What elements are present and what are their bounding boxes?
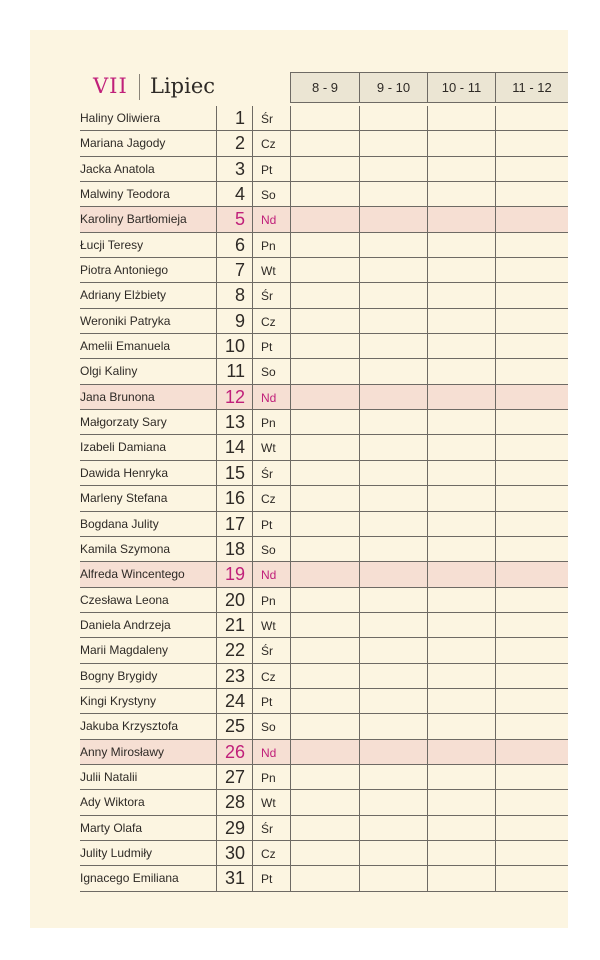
- day-number: 22: [216, 638, 252, 662]
- hour-slot-8-9[interactable]: [290, 182, 359, 206]
- day-row: [80, 182, 568, 207]
- hour-slot-8-9[interactable]: [290, 790, 359, 814]
- hour-slot-11-12[interactable]: [495, 233, 568, 257]
- hour-slot-9-10[interactable]: [359, 283, 427, 307]
- hour-slot-11-12[interactable]: [495, 638, 568, 662]
- hour-slot-10-11[interactable]: [427, 486, 495, 510]
- day-row: [80, 207, 568, 232]
- day-number: 26: [216, 740, 252, 764]
- hour-slot-10-11[interactable]: [427, 359, 495, 383]
- day-row: [80, 334, 568, 359]
- hour-slot-8-9[interactable]: [290, 410, 359, 434]
- day-row: [80, 359, 568, 384]
- weekday-abbrev: Śr: [252, 106, 290, 130]
- nameday-names: Daniela Andrzeja: [80, 617, 171, 632]
- hour-slot-9-10[interactable]: [359, 309, 427, 333]
- hour-slot-11-12[interactable]: [495, 486, 568, 510]
- day-number: 20: [216, 588, 252, 612]
- hour-slot-10-11[interactable]: [427, 131, 495, 155]
- nameday-names: Marty Olafa: [80, 820, 143, 835]
- day-row: [80, 613, 568, 638]
- hour-slot-11-12[interactable]: [495, 866, 568, 890]
- nameday-names: Jakuba Krzysztofa: [80, 719, 179, 734]
- day-row: [80, 562, 568, 587]
- day-number: 17: [216, 512, 252, 536]
- hour-slot-10-11[interactable]: [427, 334, 495, 358]
- weekday-abbrev: Nd: [252, 562, 290, 586]
- hour-slot-10-11[interactable]: [427, 512, 495, 536]
- weekday-abbrev: So: [252, 714, 290, 738]
- day-number: 3: [216, 157, 252, 181]
- weekday-abbrev: Śr: [252, 283, 290, 307]
- day-row: [80, 131, 568, 156]
- day-number: 18: [216, 537, 252, 561]
- hour-slot-11-12[interactable]: [495, 309, 568, 333]
- hour-slot-8-9[interactable]: [290, 233, 359, 257]
- hour-slot-11-12[interactable]: [495, 512, 568, 536]
- hour-slot-10-11[interactable]: [427, 765, 495, 789]
- day-row: [80, 689, 568, 714]
- hour-slot-9-10[interactable]: [359, 638, 427, 662]
- nameday-names: Mariana Jagody: [80, 136, 166, 151]
- hour-label: 10 - 11: [428, 73, 496, 103]
- weekday-abbrev: Nd: [252, 385, 290, 409]
- hour-slot-11-12[interactable]: [495, 790, 568, 814]
- nameday-names: Jana Brunona: [80, 389, 155, 404]
- day-number: 4: [216, 182, 252, 206]
- day-number: 31: [216, 866, 252, 890]
- weekday-abbrev: So: [252, 182, 290, 206]
- hour-slot-11-12[interactable]: [495, 562, 568, 586]
- hour-slot-11-12[interactable]: [495, 359, 568, 383]
- weekday-abbrev: Pt: [252, 689, 290, 713]
- hour-slot-11-12[interactable]: [495, 157, 568, 181]
- hour-slot-10-11[interactable]: [427, 562, 495, 586]
- hour-slot-8-9[interactable]: [290, 385, 359, 409]
- hour-slot-8-9[interactable]: [290, 613, 359, 637]
- hour-slot-11-12[interactable]: [495, 131, 568, 155]
- hour-slot-10-11[interactable]: [427, 740, 495, 764]
- day-number: 19: [216, 562, 252, 586]
- hour-slot-8-9[interactable]: [290, 866, 359, 890]
- hour-slot-9-10[interactable]: [359, 765, 427, 789]
- hour-slot-9-10[interactable]: [359, 233, 427, 257]
- weekday-abbrev: Pt: [252, 334, 290, 358]
- hour-slot-10-11[interactable]: [427, 664, 495, 688]
- day-row: [80, 816, 568, 841]
- calendar-grid: [80, 106, 568, 892]
- nameday-names: Ignacego Emiliana: [80, 871, 179, 886]
- day-row: [80, 233, 568, 258]
- hour-slot-8-9[interactable]: [290, 258, 359, 282]
- weekday-abbrev: Cz: [252, 309, 290, 333]
- day-row: [80, 157, 568, 182]
- weekday-abbrev: Wt: [252, 613, 290, 637]
- hour-slot-8-9[interactable]: [290, 512, 359, 536]
- hour-slot-11-12[interactable]: [495, 461, 568, 485]
- hour-slot-8-9[interactable]: [290, 537, 359, 561]
- hour-slot-9-10[interactable]: [359, 334, 427, 358]
- day-number: 6: [216, 233, 252, 257]
- nameday-names: Julii Natalii: [80, 769, 138, 784]
- hour-slot-10-11[interactable]: [427, 790, 495, 814]
- day-number: 29: [216, 816, 252, 840]
- hour-slot-10-11[interactable]: [427, 638, 495, 662]
- hour-slot-11-12[interactable]: [495, 664, 568, 688]
- month-roman-numeral: VII: [93, 74, 128, 98]
- weekday-abbrev: Cz: [252, 841, 290, 865]
- weekday-abbrev: So: [252, 359, 290, 383]
- day-number: 14: [216, 435, 252, 459]
- hour-slot-8-9[interactable]: [290, 562, 359, 586]
- hour-slot-8-9[interactable]: [290, 816, 359, 840]
- hour-slot-11-12[interactable]: [495, 410, 568, 434]
- hour-slot-10-11[interactable]: [427, 613, 495, 637]
- hour-slot-8-9[interactable]: [290, 765, 359, 789]
- hour-slot-8-9[interactable]: [290, 283, 359, 307]
- hour-slot-8-9[interactable]: [290, 689, 359, 713]
- hour-label: 8 - 9: [291, 73, 360, 103]
- weekday-abbrev: Pt: [252, 512, 290, 536]
- nameday-names: Piotra Antoniego: [80, 263, 169, 278]
- day-row: [80, 588, 568, 613]
- hour-slot-10-11[interactable]: [427, 714, 495, 738]
- weekday-abbrev: Cz: [252, 131, 290, 155]
- hour-slot-9-10[interactable]: [359, 816, 427, 840]
- hour-slot-10-11[interactable]: [427, 157, 495, 181]
- hour-slot-8-9[interactable]: [290, 334, 359, 358]
- weekday-abbrev: Śr: [252, 461, 290, 485]
- day-number: 1: [216, 106, 252, 130]
- hour-slot-9-10[interactable]: [359, 207, 427, 231]
- hour-slot-10-11[interactable]: [427, 816, 495, 840]
- weekday-abbrev: Cz: [252, 486, 290, 510]
- nameday-names: Amelii Emanuela: [80, 339, 171, 354]
- hour-slot-11-12[interactable]: [495, 258, 568, 282]
- weekday-abbrev: Pt: [252, 866, 290, 890]
- nameday-names: Bogny Brygidy: [80, 668, 158, 683]
- hour-slot-8-9[interactable]: [290, 714, 359, 738]
- day-number: 12: [216, 385, 252, 409]
- nameday-names: Marii Magdaleny: [80, 643, 169, 658]
- day-number: 30: [216, 841, 252, 865]
- nameday-names: Dawida Henryka: [80, 465, 169, 480]
- day-number: 16: [216, 486, 252, 510]
- nameday-names: Kamila Szymona: [80, 541, 171, 556]
- hour-slot-8-9[interactable]: [290, 461, 359, 485]
- hour-slot-8-9[interactable]: [290, 638, 359, 662]
- day-number: 25: [216, 714, 252, 738]
- hour-slot-11-12[interactable]: [495, 385, 568, 409]
- weekday-abbrev: Pn: [252, 765, 290, 789]
- hour-slot-10-11[interactable]: [427, 106, 495, 130]
- hour-slot-11-12[interactable]: [495, 740, 568, 764]
- hour-slot-11-12[interactable]: [495, 588, 568, 612]
- day-row: [80, 410, 568, 435]
- day-row: [80, 537, 568, 562]
- hour-slot-9-10[interactable]: [359, 537, 427, 561]
- day-number: 10: [216, 334, 252, 358]
- hour-slot-10-11[interactable]: [427, 207, 495, 231]
- hour-slot-9-10[interactable]: [359, 435, 427, 459]
- nameday-names: Łucji Teresy: [80, 237, 144, 252]
- hour-slot-8-9[interactable]: [290, 841, 359, 865]
- hour-slot-11-12[interactable]: [495, 106, 568, 130]
- nameday-names: Czesława Leona: [80, 592, 169, 607]
- day-number: 24: [216, 689, 252, 713]
- hour-slot-8-9[interactable]: [290, 207, 359, 231]
- day-row: [80, 309, 568, 334]
- weekday-abbrev: Wt: [252, 258, 290, 282]
- hour-slot-9-10[interactable]: [359, 664, 427, 688]
- hour-slot-11-12[interactable]: [495, 841, 568, 865]
- day-row: [80, 486, 568, 511]
- nameday-names: Jacka Anatola: [80, 161, 155, 176]
- nameday-names: Małgorzaty Sary: [80, 415, 167, 430]
- day-row: [80, 106, 568, 131]
- nameday-names: Kingi Krystyny: [80, 693, 157, 708]
- hour-slot-8-9[interactable]: [290, 588, 359, 612]
- hour-slot-8-9[interactable]: [290, 106, 359, 130]
- nameday-names: Adriany Elżbiety: [80, 288, 167, 303]
- day-number: 21: [216, 613, 252, 637]
- weekday-abbrev: So: [252, 537, 290, 561]
- day-row: [80, 790, 568, 815]
- day-row: [80, 664, 568, 689]
- day-number: 9: [216, 309, 252, 333]
- day-row: [80, 258, 568, 283]
- hour-slot-8-9[interactable]: [290, 664, 359, 688]
- hour-slot-9-10[interactable]: [359, 410, 427, 434]
- day-number: 7: [216, 258, 252, 282]
- hour-slot-9-10[interactable]: [359, 359, 427, 383]
- hour-slot-10-11[interactable]: [427, 461, 495, 485]
- hour-slot-10-11[interactable]: [427, 537, 495, 561]
- hour-slot-10-11[interactable]: [427, 182, 495, 206]
- hour-label: 9 - 10: [360, 73, 428, 103]
- nameday-names: Olgi Kaliny: [80, 364, 138, 379]
- day-number: 2: [216, 131, 252, 155]
- hour-slot-9-10[interactable]: [359, 106, 427, 130]
- hour-slot-9-10[interactable]: [359, 486, 427, 510]
- day-number: 11: [216, 359, 252, 383]
- hour-slot-8-9[interactable]: [290, 131, 359, 155]
- nameday-names: Weroniki Patryka: [80, 313, 171, 328]
- day-number: 8: [216, 283, 252, 307]
- month-header: [80, 72, 290, 103]
- hour-slot-8-9[interactable]: [290, 435, 359, 459]
- weekday-abbrev: Cz: [252, 664, 290, 688]
- day-row: [80, 765, 568, 790]
- hour-slot-11-12[interactable]: [495, 283, 568, 307]
- hour-slot-10-11[interactable]: [427, 866, 495, 890]
- hour-slot-9-10[interactable]: [359, 740, 427, 764]
- hour-slot-10-11[interactable]: [427, 258, 495, 282]
- day-row: [80, 435, 568, 460]
- weekday-abbrev: Pt: [252, 157, 290, 181]
- hour-slot-11-12[interactable]: [495, 765, 568, 789]
- nameday-names: Bogdana Julity: [80, 516, 159, 531]
- day-row: [80, 638, 568, 663]
- weekday-abbrev: Wt: [252, 435, 290, 459]
- hour-slot-11-12[interactable]: [495, 537, 568, 561]
- hour-slot-9-10[interactable]: [359, 385, 427, 409]
- day-row: [80, 714, 568, 739]
- hour-slot-10-11[interactable]: [427, 841, 495, 865]
- hour-slot-10-11[interactable]: [427, 435, 495, 459]
- day-row: [80, 841, 568, 866]
- hour-slot-8-9[interactable]: [290, 740, 359, 764]
- hour-slot-8-9[interactable]: [290, 157, 359, 181]
- weekday-abbrev: Nd: [252, 740, 290, 764]
- day-number: 23: [216, 664, 252, 688]
- hour-slot-10-11[interactable]: [427, 283, 495, 307]
- nameday-names: Julity Ludmiły: [80, 845, 153, 860]
- hour-slot-10-11[interactable]: [427, 410, 495, 434]
- hour-columns-header: [290, 72, 568, 103]
- weekday-abbrev: Śr: [252, 638, 290, 662]
- hour-slot-11-12[interactable]: [495, 613, 568, 637]
- hour-slot-11-12[interactable]: [495, 435, 568, 459]
- hour-slot-8-9[interactable]: [290, 359, 359, 383]
- hour-label: 11 - 12: [512, 80, 552, 95]
- hour-slot-11-12[interactable]: [495, 816, 568, 840]
- hour-slot-9-10[interactable]: [359, 613, 427, 637]
- weekday-abbrev: Pn: [252, 233, 290, 257]
- weekday-abbrev: Pn: [252, 588, 290, 612]
- day-row: [80, 866, 568, 891]
- nameday-names: Izabeli Damiana: [80, 440, 167, 455]
- month-name: Lipiec: [150, 74, 216, 98]
- day-number: 28: [216, 790, 252, 814]
- day-row: [80, 512, 568, 537]
- hour-slot-9-10[interactable]: [359, 841, 427, 865]
- hour-slot-8-9[interactable]: [290, 486, 359, 510]
- hour-slot-10-11[interactable]: [427, 689, 495, 713]
- weekday-abbrev: Śr: [252, 816, 290, 840]
- hour-slot-8-9[interactable]: [290, 309, 359, 333]
- day-number: 15: [216, 461, 252, 485]
- nameday-names: Karoliny Bartłomieja: [80, 212, 187, 227]
- nameday-names: Ady Wiktora: [80, 795, 145, 810]
- hour-slot-11-12[interactable]: [495, 689, 568, 713]
- nameday-names: Alfreda Wincentego: [80, 567, 185, 582]
- nameday-names: Malwiny Teodora: [80, 187, 170, 202]
- hour-slot-9-10[interactable]: [359, 790, 427, 814]
- day-number: 5: [216, 207, 252, 231]
- hour-slot-10-11[interactable]: [427, 309, 495, 333]
- weekday-abbrev: Pn: [252, 410, 290, 434]
- hour-slot-11-12[interactable]: [495, 182, 568, 206]
- hour-slot-11-12[interactable]: [495, 207, 568, 231]
- hour-slot-9-10[interactable]: [359, 461, 427, 485]
- hour-slot-9-10[interactable]: [359, 182, 427, 206]
- day-row: [80, 385, 568, 410]
- hour-slot-10-11[interactable]: [427, 385, 495, 409]
- weekday-abbrev: Nd: [252, 207, 290, 231]
- hour-slot-9-10[interactable]: [359, 157, 427, 181]
- hour-slot-9-10[interactable]: [359, 714, 427, 738]
- hour-slot-11-12[interactable]: [495, 714, 568, 738]
- nameday-names: Anny Mirosławy: [80, 744, 165, 759]
- hour-slot-9-10[interactable]: [359, 131, 427, 155]
- nameday-names: Haliny Oliwiera: [80, 111, 161, 125]
- hour-slot-10-11[interactable]: [427, 233, 495, 257]
- header-divider: [139, 74, 140, 100]
- day-row: [80, 461, 568, 486]
- day-number: 13: [216, 410, 252, 434]
- hour-slot-9-10[interactable]: [359, 866, 427, 890]
- hour-slot-9-10[interactable]: [359, 588, 427, 612]
- hour-slot-9-10[interactable]: [359, 689, 427, 713]
- hour-slot-9-10[interactable]: [359, 512, 427, 536]
- hour-slot-9-10[interactable]: [359, 562, 427, 586]
- nameday-names: Marleny Stefana: [80, 491, 168, 506]
- day-row: [80, 283, 568, 308]
- day-number: 27: [216, 765, 252, 789]
- weekday-abbrev: Wt: [252, 790, 290, 814]
- hour-slot-10-11[interactable]: [427, 588, 495, 612]
- day-row: [80, 740, 568, 765]
- hour-slot-11-12[interactable]: [495, 334, 568, 358]
- hour-slot-9-10[interactable]: [359, 258, 427, 282]
